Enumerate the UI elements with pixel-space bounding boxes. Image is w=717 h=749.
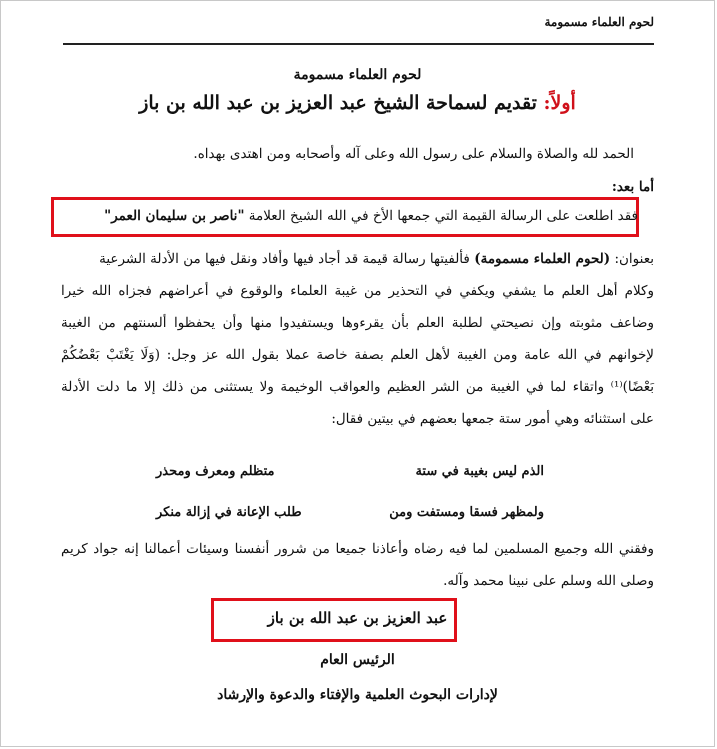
book-title: لحوم العلماء مسمومة	[293, 67, 422, 83]
verse-2-right: ولمظهر فسقا ومستفت ومن	[389, 505, 544, 520]
line1-text: فقد اطلعت على الرسالة القيمة التي جمعها الأخ في الله الشيخ العلامة	[248, 208, 638, 224]
author-name: "ناصر بن سليمان العمر"	[104, 208, 245, 224]
signature-department: لإدارات البحوث العلمية والإفتاء والدعوة والإرشاد	[217, 687, 498, 703]
amma-baad-label: أما بعد:	[611, 179, 654, 195]
signature-title: الرئيس العام	[320, 652, 395, 668]
line2-lead: بعنوان:	[614, 251, 654, 267]
paragraph-line-2	[61, 251, 654, 267]
book-title-inline: (لحوم العلماء مسمومة)	[474, 251, 611, 267]
paragraph-line-7: على استثنائه وهي أمور ستة جمعها بعضهم في بيتين فقال:	[331, 411, 654, 427]
closing-line-1: وفقني الله وجميع المسلمين لما فيه رضاه وأعاذنا جميعا من شرور أنفسنا وسيئات أعمالنا إنه جواد كريم	[61, 541, 654, 557]
verse-1-right: الذم ليس بغيبة في ستة	[415, 464, 544, 479]
closing-line-2: وصلى الله وسلم على نبينا محمد وآله.	[443, 573, 654, 589]
paragraph-line-5: لإخوانهم في الله عامة ومن الغيبة لأهل العلم بصفة خاصة عملا بقول الله عز وجل: (وَلَا يَغْتَبْ بَعْضُكُمْ	[61, 347, 654, 363]
opening-line: الحمد لله والصلاة والسلام على رسول الله وعلى آله وأصحابه ومن اهتدى بهداه.	[193, 146, 634, 162]
paragraph-line-6: بَعْضًا)⁽¹⁾ واتقاء لما في الغيبة من الشر العظيم والعواقب الوخيمة ولا يستثنى من ذلك إلا ما دلت الأدلة	[61, 379, 654, 395]
signature-name: عبد العزيز بن عبد الله بن باز	[267, 609, 448, 627]
section-title-text: تقديم لسماحة الشيخ عبد العزيز بن عبد الله بن باز	[139, 92, 537, 114]
section-prefix: أولاً:	[543, 92, 576, 114]
line2-rest: فألفيتها رسالة قيمة قد أجاد فيها وأفاد ونقل فيها من الأدلة الشرعية	[99, 251, 470, 267]
verse-2-left: طلب الإعانة في إزالة منكر	[156, 505, 302, 520]
paragraph-line-3: وكلام أهل العلم ما يشفي ويكفي في التحذير من غيبة العلماء والوقوع في أعراضهم فجزاه الله خيرا	[61, 283, 654, 299]
section-title	[1, 92, 714, 114]
running-header: لحوم العلماء مسمومة	[544, 15, 654, 29]
header-divider	[63, 43, 654, 45]
paragraph-line-1	[67, 208, 638, 224]
paragraph-line-4: وضاعف مثوبته وإن نصيحتي لطلبة العلم بأن يقرءوها ويستفيدوا منها وأن يحفظوا ألسنتهم من الغيبة	[61, 315, 654, 331]
verse-1-left: متظلم ومعرف ومحذر	[156, 464, 275, 479]
